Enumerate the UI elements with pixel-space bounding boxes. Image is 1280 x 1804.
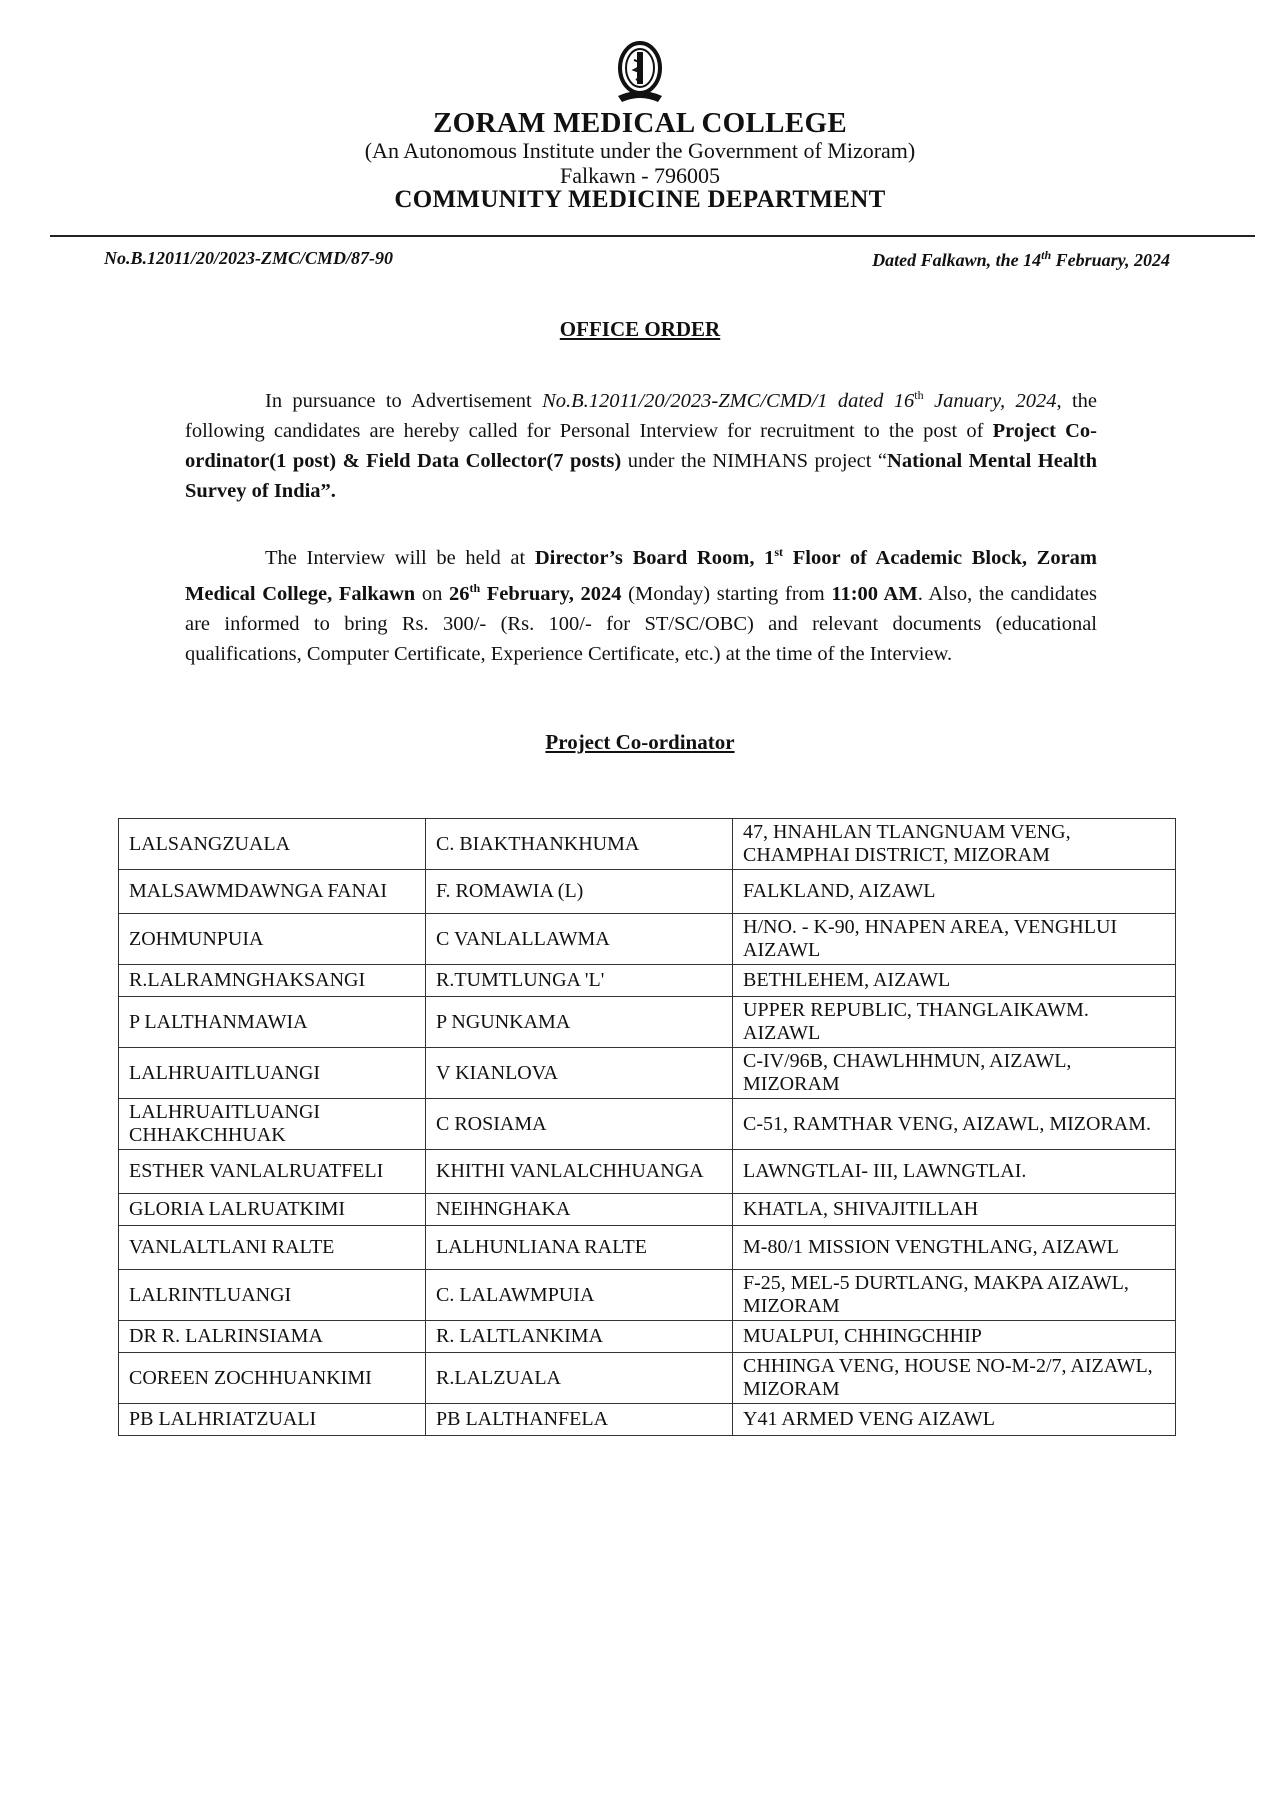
candidate-name: MALSAWMDAWNGA FANAI — [119, 870, 426, 914]
candidate-address: 47, HNAHLAN TLANGNUAM VENG, CHAMPHAI DISTRICT, MIZORAM — [733, 819, 1176, 870]
candidate-address: CHHINGA VENG, HOUSE NO-M-2/7, AIZAWL, MIZORAM — [733, 1353, 1176, 1404]
candidate-address: UPPER REPUBLIC, THANGLAIKAWM. AIZAWL — [733, 997, 1176, 1048]
project-name: National Mental Health Survey of India”. — [185, 449, 1097, 502]
college-address: Falkawn - 796005 — [559, 163, 721, 188]
table-row — [119, 965, 1176, 997]
date-prefix: Dated Falkawn, the 14 — [872, 250, 1042, 270]
candidate-name: COREEN ZOCHHUANKIMI — [119, 1353, 426, 1404]
candidate-address: M-80/1 MISSION VENGTHLANG, AIZAWL — [733, 1226, 1176, 1270]
table-row — [119, 997, 1176, 1048]
table-row — [119, 870, 1176, 914]
guardian-name: R. LALTLANKIMA — [426, 1321, 733, 1353]
college-name: ZORAM MEDICAL COLLEGE — [433, 107, 847, 139]
table-row — [119, 914, 1176, 965]
candidate-name: DR R. LALRINSIAMA — [119, 1321, 426, 1353]
candidate-name: R.LALRAMNGHAKSANGI — [119, 965, 426, 997]
interview-month-year: February, 2024 — [480, 582, 622, 605]
text: , the following candidates are hereby called for Personal Interview for recruitment to the post of — [185, 389, 1097, 442]
guardian-name: LALHUNLIANA RALTE — [426, 1226, 733, 1270]
candidate-address: FALKLAND, AIZAWL — [733, 870, 1176, 914]
candidate-address: C-IV/96B, CHAWLHHMUN, AIZAWL, MIZORAM — [733, 1048, 1176, 1099]
header-divider — [50, 235, 1255, 237]
text: under the NIMHANS project “ — [621, 449, 888, 472]
guardian-name: P NGUNKAMA — [426, 997, 733, 1048]
guardian-name: PB LALTHANFELA — [426, 1404, 733, 1436]
paragraph-advertisement — [185, 380, 1097, 506]
candidate-name: PB LALHRIATZUALI — [119, 1404, 426, 1436]
candidate-name: ZOHMUNPUIA — [119, 914, 426, 965]
section-title: Project Co-ordinator — [545, 730, 735, 754]
advertisement-ref: No.B.12011/20/2023-ZMC/CMD/1 dated 16 — [542, 389, 915, 412]
guardian-name: F. ROMAWIA (L) — [426, 870, 733, 914]
reference-number: No.B.12011/20/2023-ZMC/CMD/87-90 — [104, 248, 394, 268]
guardian-name: V KIANLOVA — [426, 1048, 733, 1099]
interview-day: 26 — [448, 582, 470, 605]
table-row — [119, 1099, 1176, 1150]
sup: st — [774, 545, 784, 559]
candidate-name: LALHRUAITLUANGI CHHAKCHHUAK — [119, 1099, 426, 1150]
candidate-address: C-51, RAMTHAR VENG, AIZAWL, MIZORAM. — [733, 1099, 1176, 1150]
text: In pursuance to Advertisement — [265, 389, 543, 412]
guardian-name: R.TUMTLUNGA 'L' — [426, 965, 733, 997]
guardian-name: R.LALZUALA — [426, 1353, 733, 1404]
table-row — [119, 1404, 1176, 1436]
paragraph-interview-details — [185, 537, 1097, 669]
college-emblem-icon — [610, 40, 670, 108]
text: (Monday) starting from — [621, 582, 832, 605]
candidate-name: LALHRUAITLUANGI — [119, 1048, 426, 1099]
table-row — [119, 1353, 1176, 1404]
college-subtitle: (An Autonomous Institute under the Government of Mizoram) — [364, 138, 916, 163]
candidate-name: GLORIA LALRUATKIMI — [119, 1194, 426, 1226]
guardian-name: NEIHNGHAKA — [426, 1194, 733, 1226]
candidate-name: VANLALTLANI RALTE — [119, 1226, 426, 1270]
date-sup: th — [1041, 248, 1052, 262]
candidate-address: H/NO. - K-90, HNAPEN AREA, VENGHLUI AIZAWL — [733, 914, 1176, 965]
candidate-address: F-25, MEL-5 DURTLANG, MAKPA AIZAWL, MIZORAM — [733, 1270, 1176, 1321]
candidate-name: LALRINTLUANGI — [119, 1270, 426, 1321]
candidate-address: LAWNGTLAI- III, LAWNGTLAI. — [733, 1150, 1176, 1194]
candidate-name: ESTHER VANLALRUATFELI — [119, 1150, 426, 1194]
table-row — [119, 1270, 1176, 1321]
text: The Interview will be held at — [265, 546, 535, 569]
sup: th — [914, 388, 924, 402]
text: on — [415, 582, 449, 605]
order-date — [872, 248, 1170, 271]
table-row — [119, 1194, 1176, 1226]
text: . Also, the candidates are informed to bring Rs. 300/- (Rs. 100/- for ST/SC/OBC) and relevant documents (educational qualifications, Computer Certificate, Experience Certificate, etc.) at the time of the Interview. — [185, 582, 1098, 665]
table-row — [119, 1321, 1176, 1353]
office-order-title: OFFICE ORDER — [559, 317, 721, 341]
candidate-name: LALSANGZUALA — [119, 819, 426, 870]
guardian-name: C. LALAWMPUIA — [426, 1270, 733, 1321]
posts-text: Project Co-ordinator(1 post) & Field Data Collector(7 posts) — [185, 419, 1097, 472]
advertisement-date: January, 2024 — [923, 389, 1057, 412]
candidate-address: KHATLA, SHIVAJITILLAH — [733, 1194, 1176, 1226]
candidates-table — [118, 818, 1176, 1436]
sup: th — [469, 580, 481, 595]
date-suffix: February, 2024 — [1051, 250, 1170, 270]
guardian-name: C VANLALLAWMA — [426, 914, 733, 965]
department-name: COMMUNITY MEDICINE DEPARTMENT — [394, 186, 886, 213]
guardian-name: C. BIAKTHANKHUMA — [426, 819, 733, 870]
venue: Director’s Board Room, 1 — [534, 546, 775, 569]
table-row — [119, 1048, 1176, 1099]
guardian-name: KHITHI VANLALCHHUANGA — [426, 1150, 733, 1194]
venue-cont: Floor of Academic Block, Zoram Medical College, Falkawn — [185, 546, 1098, 605]
table-row — [119, 1150, 1176, 1194]
table-row — [119, 1226, 1176, 1270]
candidate-address: Y41 ARMED VENG AIZAWL — [733, 1404, 1176, 1436]
candidate-name: P LALTHANMAWIA — [119, 997, 426, 1048]
guardian-name: C ROSIAMA — [426, 1099, 733, 1150]
candidate-address: MUALPUI, CHHINGCHHIP — [733, 1321, 1176, 1353]
candidate-address: BETHLEHEM, AIZAWL — [733, 965, 1176, 997]
interview-time: 11:00 AM — [831, 582, 918, 605]
table-row — [119, 819, 1176, 870]
